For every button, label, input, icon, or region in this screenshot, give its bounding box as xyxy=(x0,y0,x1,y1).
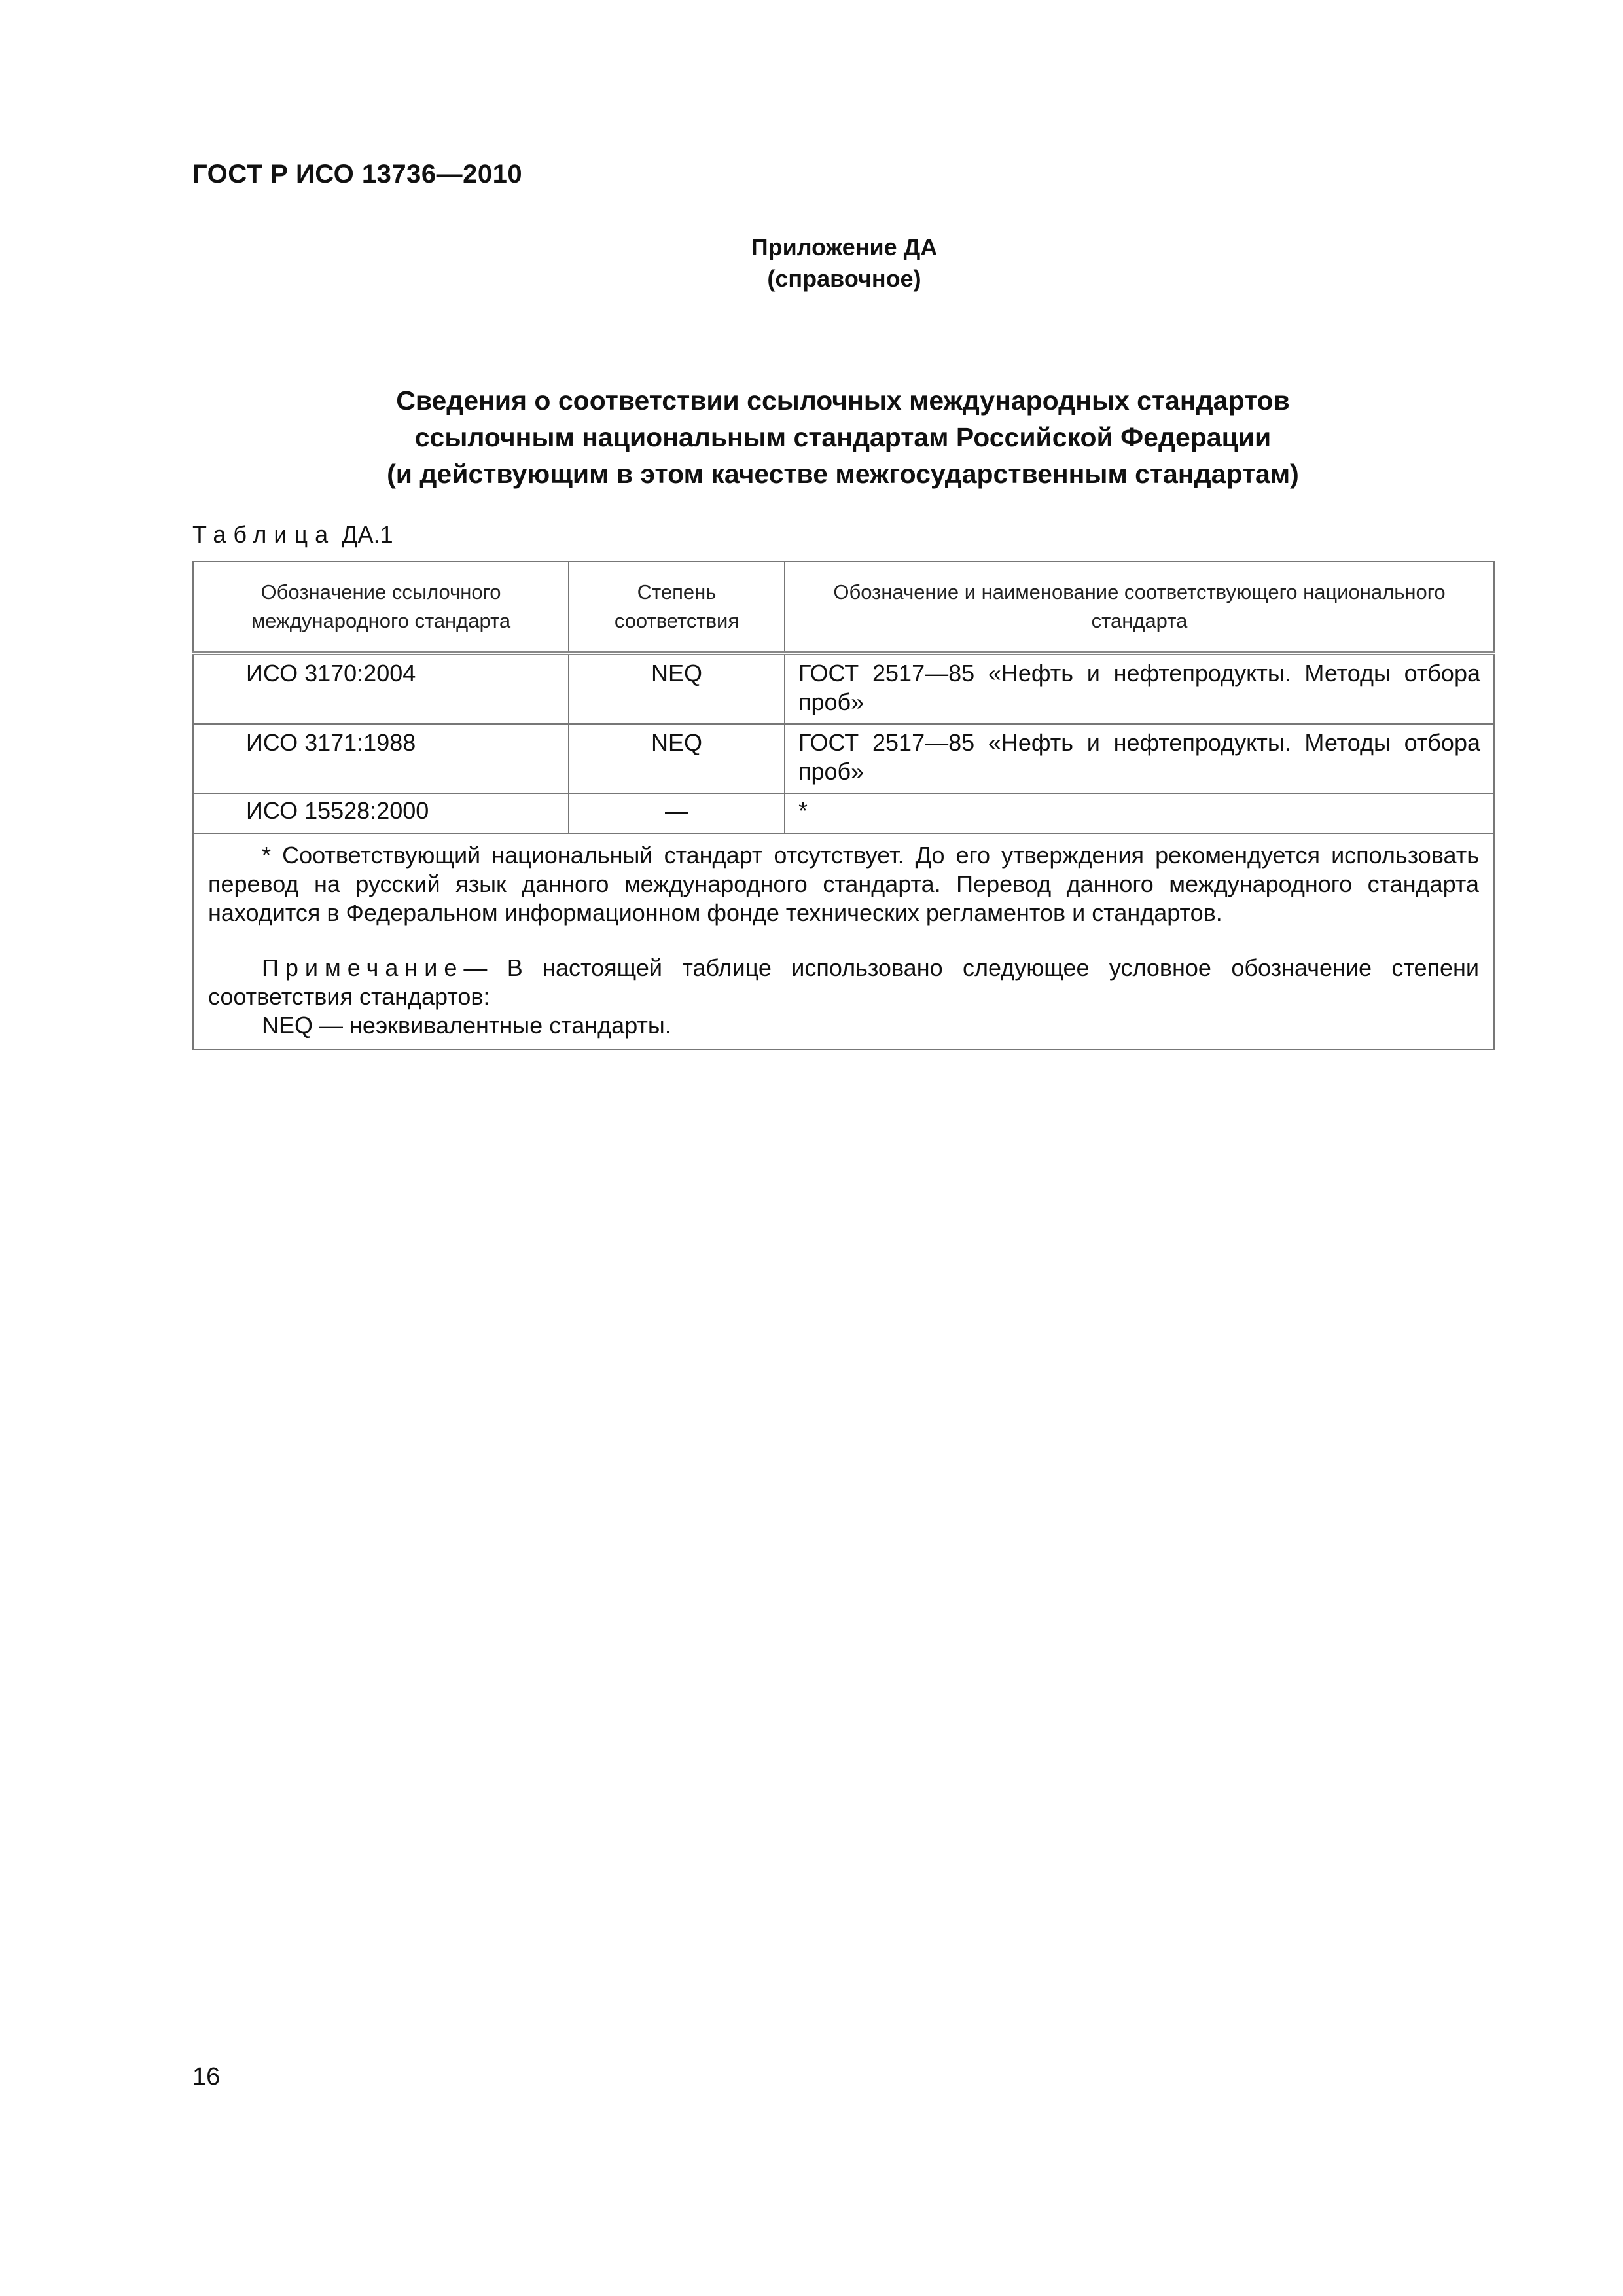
table-caption-number: ДА.1 xyxy=(342,521,393,548)
note-label: Примечание xyxy=(262,954,464,981)
standard-designation: ГОСТ Р ИСО 13736—2010 xyxy=(192,160,523,188)
table-caption xyxy=(192,521,393,548)
cell-national-standard: ГОСТ 2517—85 «Нефть и нефтепродукты. Методы отбора проб» xyxy=(785,653,1494,724)
cell-degree: NEQ xyxy=(569,724,785,793)
cell-national-standard: ГОСТ 2517—85 «Нефть и нефтепродукты. Методы отбора проб» xyxy=(785,724,1494,793)
table-notes-row xyxy=(193,834,1494,1050)
cell-national-standard: * xyxy=(785,793,1494,834)
table-row xyxy=(193,653,1494,724)
title-line-3: (и действующим в этом качестве межгосударственным стандартам) xyxy=(387,459,1299,489)
table-note xyxy=(208,954,1479,1011)
header-national-standard: Обозначение и наименование соответствующего национального стандарта xyxy=(785,562,1494,653)
cell-degree: NEQ xyxy=(569,653,785,724)
note-text: — В настоящей таблице использовано следующее условное обозначение степени соответствия стандартов: xyxy=(208,954,1479,1010)
header-degree-of-correspondence: Степень соответствия xyxy=(569,562,785,653)
title-line-1: Сведения о соответствии ссылочных международных стандартов xyxy=(396,386,1290,416)
cell-degree: — xyxy=(569,793,785,834)
table-caption-word: Таблица xyxy=(192,521,336,548)
appendix-title xyxy=(192,382,1493,492)
header-international-standard: Обозначение ссылочного международного стандарта xyxy=(193,562,569,653)
correspondence-table-container xyxy=(192,561,1493,1050)
appendix-label: Приложение ДА xyxy=(751,234,938,260)
table-row xyxy=(193,724,1494,793)
table-footnote: * Соответствующий национальный стандарт отсутствует. До его утверждения рекомендуется использовать перевод на русский язык данного международного стандарта. Перевод данного международного стандарта находится в Федеральном информационном фонде технических регламентов и стандартов. xyxy=(208,842,1479,926)
cell-international-standard: ИСО 3170:2004 xyxy=(193,653,569,724)
page-number: 16 xyxy=(192,2063,221,2090)
table-notes xyxy=(193,834,1494,1050)
table-row xyxy=(193,793,1494,834)
appendix-type: (справочное) xyxy=(767,265,921,292)
appendix-heading xyxy=(0,232,1623,295)
cell-international-standard: ИСО 3171:1988 xyxy=(193,724,569,793)
title-line-2: ссылочным национальным стандартам Российской Федерации xyxy=(414,422,1272,452)
cell-international-standard: ИСО 15528:2000 xyxy=(193,793,569,834)
note-definition: NEQ — неэквивалентные стандарты. xyxy=(262,1012,671,1039)
correspondence-table xyxy=(192,561,1495,1050)
table-header-row xyxy=(193,562,1494,653)
